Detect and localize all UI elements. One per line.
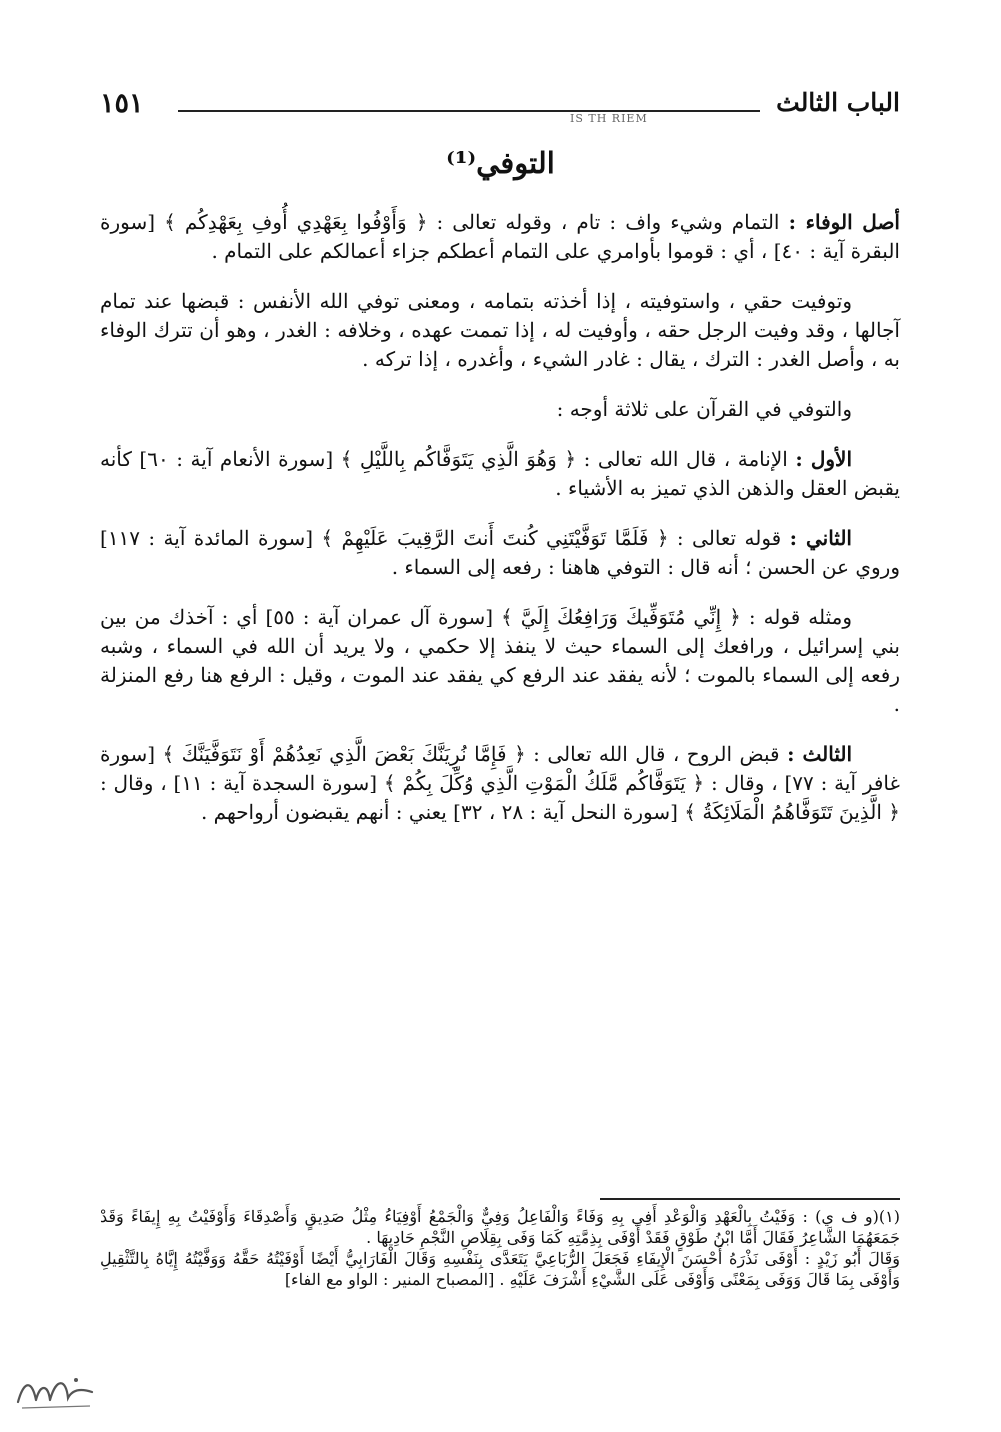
paragraph-third-aspect (100, 740, 900, 827)
header-rule (178, 110, 760, 112)
header-stamp: IS TH RIEM (570, 112, 648, 125)
watermark-signature (10, 1362, 100, 1422)
footnote-1: (١)(و ف ي) : وَفَيْتُ بِالْعَهْدِ وَالْوَعْدِ أَفِي بِهِ وَفَاءً وَالْفَاعِلُ وَفِيٌّ وَالْجَمْعُ أَوْفِيَاءُ مِثْلُ صَدِيقٍ وَأَصْدِقَاءَ وَأَوْفَيْتُ بِهِ إِيفَاءً وَقَدْ جَمَعَهُمَا الشَّاعِرُ فَقَالَ أَمَّا ابْنُ طَوْقٍ فَقَدْ أَوْفَى بِذِمَّتِهِ كَمَا وَفَى بِقِلَاصِ النَّجْمِ حَادِيهَا . (100, 1207, 900, 1247)
paragraph-text: الإنامة ، قال الله تعالى : ﴿ وَهُوَ الَّذِي يَتَوَفَّاكُم بِاللَّيْلِ ﴾ [سورة الأنعام آية : ٦٠] كأنه يقبض العقل والذهن الذي تميز به الأشياء . (100, 447, 900, 500)
paragraph-lead: الأول : (795, 447, 853, 471)
paragraph-text: التمام وشيء واف : تام ، وقوله تعالى : ﴿ وَأَوْفُوا بِعَهْدِي أُوفِ بِعَهْدِكُم ﴾ [سورة البقرة آية : ٤٠] ، أي : قوموا بأوامري على التمام أعطكم جزاء أعمالكم على التمام . (100, 210, 900, 263)
paragraph-second-aspect (100, 524, 900, 582)
paragraph-lead: الثالث : (787, 742, 853, 766)
footnote-1-cont: وَقَالَ أَبُو زَيْدٍ : أَوْفَى نَذْرَهُ أَحْسَنَ الْإِيفَاءِ فَجَعَلَ الرُّبَاعِيَّ يَتَعَدَّى بِنَفْسِهِ وَقَالَ الْفَارَابِيُّ أَيْضًا أَوْفَيْتُهُ حَقَّهُ وَوَفَّيْتُهُ إِيَّاهُ بِالتَّثْقِيلِ وَأَوْفَى بِمَا قَالَ وَوَفَى بِمَعْنًى وَأَوْفَى عَلَى الشَّيْءِ أَشْرَفَ عَلَيْهِ . [المصباح المنير : الواو مع الفاء] (100, 1249, 900, 1289)
body-text (100, 208, 900, 848)
paragraph-text: ومثله قوله : ﴿ إِنِّي مُتَوَفِّيكَ وَرَافِعُكَ إِلَيَّ ﴾ [سورة آل عمران آية : ٥٥] أي : آخذك من بين بني إسرائيل ، ورافعك إلى السماء حيث لا ينفذ إلا حكمي ، ولا يريد أن الله في السماء ، وشبه رفعه إلى السماء بالموت ؛ لأنه يفقد عند الرفع كي يفقد عند الموت ، وقيل : الرفع هنا رفع المنزلة . (100, 605, 900, 716)
section-title: التوفي⁽¹⁾ (446, 146, 555, 180)
paragraph-tawaffi-meaning (100, 287, 900, 374)
paragraph-text: قوله تعالى : ﴿ فَلَمَّا تَوَفَّيْتَنِي كُنتَ أَنتَ الرَّقِيبَ عَلَيْهِمْ ﴾ [سورة المائدة آية : ١١٧] وروي عن الحسن ؛ أنه قال : التوفي هاهنا : رفعه إلى السماء . (100, 526, 900, 579)
page-number: ١٥١ (100, 88, 144, 119)
paragraph-text: قبض الروح ، قال الله تعالى : ﴿ فَإِمَّا نُرِيَنَّكَ بَعْضَ الَّذِي نَعِدُهُمْ أَوْ نَتَوَفَّيَنَّكَ ﴾ [سورة غافر آية : ٧٧] ، وقال : ﴿ يَتَوَفَّاكُم مَّلَكُ الْمَوْتِ الَّذِي وُكِّلَ بِكُمْ ﴾ [سورة السجدة آية : ١١] ، وقال : ﴿ الَّذِينَ تَتَوَفَّاهُمُ الْمَلَائِكَةُ ﴾ [سورة النحل آية : ٢٨ ، ٣٢] يعني : أنهم يقبضون أرواحهم . (100, 742, 900, 824)
paragraph-three-aspects (100, 395, 900, 424)
chapter-title: الباب الثالث (776, 88, 900, 117)
paragraph-wafa-origin (100, 208, 900, 266)
paragraph-lead: الثاني : (789, 526, 852, 550)
paragraph-text: وتوفيت حقي ، واستوفيته ، إذا أخذته بتمامه ، ومعنى توفي الله الأنفس : قبضها عند تمام آجالها ، وقد وفيت الرجل حقه ، وأوفيت له ، إذا تممت عهده ، وخلافه : الغدر ، وهو أن تترك الوفاء به ، وأصل الغدر : الترك ، يقال : غادر الشيء ، وأغدره ، إذا تركه . (100, 289, 900, 371)
paragraph-first-aspect (100, 445, 900, 503)
paragraph-second-aspect-cont (100, 603, 900, 719)
paragraph-lead: أصل الوفاء : (788, 210, 900, 234)
footnotes (100, 1198, 900, 1290)
page-header (100, 88, 900, 128)
footnote-rule (600, 1198, 900, 1200)
paragraph-text: والتوفي في القرآن على ثلاثة أوجه : (556, 397, 852, 421)
